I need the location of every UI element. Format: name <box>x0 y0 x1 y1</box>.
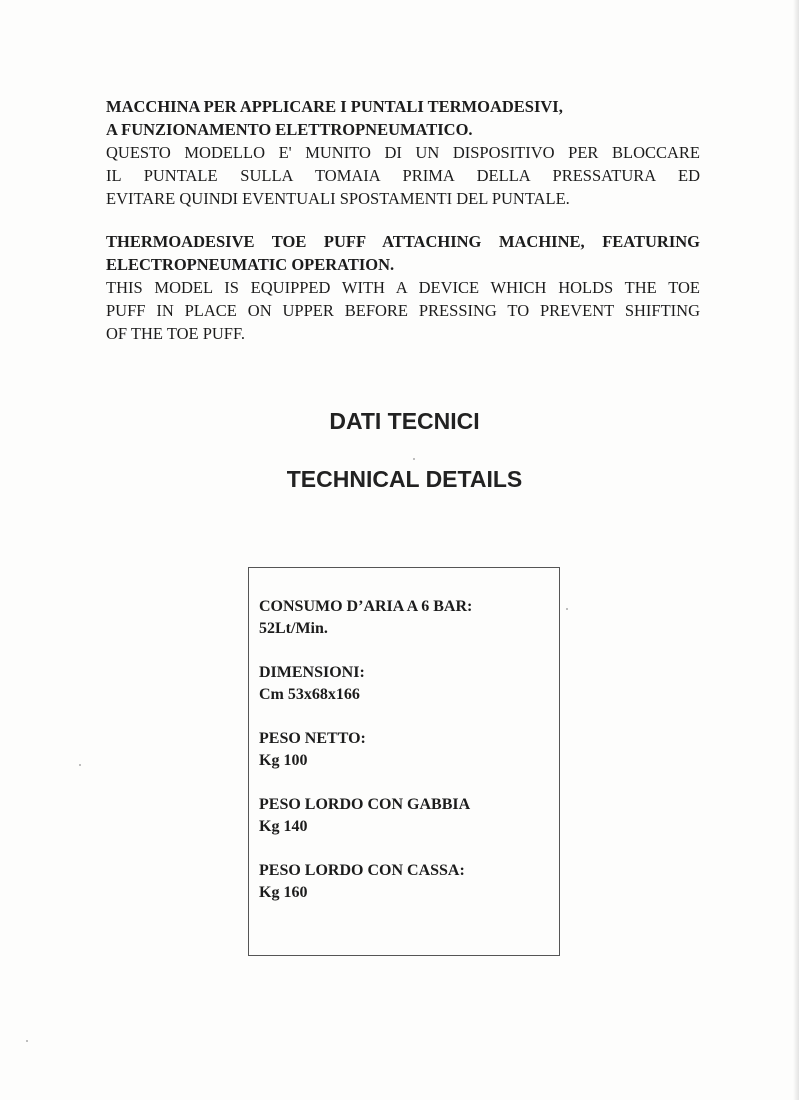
spec-air-consumption <box>259 596 472 640</box>
english-body-line-3: OF THE TOE PUFF. <box>106 324 245 343</box>
italian-description <box>106 95 700 210</box>
italian-title-line-2: A FUNZIONAMENTO ELETTROPNEUMATICO. <box>106 120 473 139</box>
heading-dati-tecnici: DATI TECNICI <box>329 408 480 434</box>
scan-speck <box>26 1040 28 1042</box>
technical-specs-box <box>248 567 560 956</box>
scan-edge-shadow <box>793 0 799 1100</box>
spec-net-weight <box>259 728 366 772</box>
english-body-line-1: THIS MODEL IS EQUIPPED WITH A DEVICE WHICH HOLDS THE TOE <box>106 278 700 297</box>
italian-title-line-1: MACCHINA PER APPLICARE I PUNTALI TERMOADESIVI, <box>106 97 563 116</box>
spec-label: CONSUMO D’ARIA A 6 BAR: <box>259 598 473 615</box>
italian-body-line-2: IL PUNTALE SULLA TOMAIA PRIMA DELLA PRESSATURA ED <box>106 166 700 185</box>
spec-label: DIMENSIONI: <box>259 664 365 681</box>
spec-gross-weight-cage <box>259 794 470 838</box>
english-title-line-2: ELECTROPNEUMATIC OPERATION. <box>106 255 395 274</box>
italian-body-line-1: QUESTO MODELLO E' MUNITO DI UN DISPOSITIVO PER BLOCCARE <box>106 143 700 162</box>
spec-gross-weight-crate <box>259 860 465 904</box>
english-body-line-2: PUFF IN PLACE ON UPPER BEFORE PRESSING TO PREVENT SHIFTING <box>106 301 700 320</box>
english-title-line-1: THERMOADESIVE TOE PUFF ATTACHING MACHINE, FEATURING <box>106 232 700 251</box>
scan-speck <box>413 458 415 460</box>
spec-value: 52Lt/Min. <box>259 620 328 637</box>
spec-value: Kg 160 <box>259 884 308 901</box>
spec-value: Kg 140 <box>259 818 308 835</box>
spec-label: PESO LORDO CON GABBIA <box>259 796 471 813</box>
spec-value: Cm 53x68x166 <box>259 686 360 703</box>
scan-speck <box>566 608 568 610</box>
heading-technical-details: TECHNICAL DETAILS <box>286 466 523 492</box>
spec-dimensions <box>259 662 365 706</box>
english-description <box>106 230 700 345</box>
spec-value: Kg 100 <box>259 752 308 769</box>
spec-label: PESO LORDO CON CASSA: <box>259 862 465 879</box>
italian-body-line-3: EVITARE QUINDI EVENTUALI SPOSTAMENTI DEL PUNTALE. <box>106 189 570 208</box>
scan-speck <box>79 764 81 766</box>
spec-label: PESO NETTO: <box>259 730 366 747</box>
